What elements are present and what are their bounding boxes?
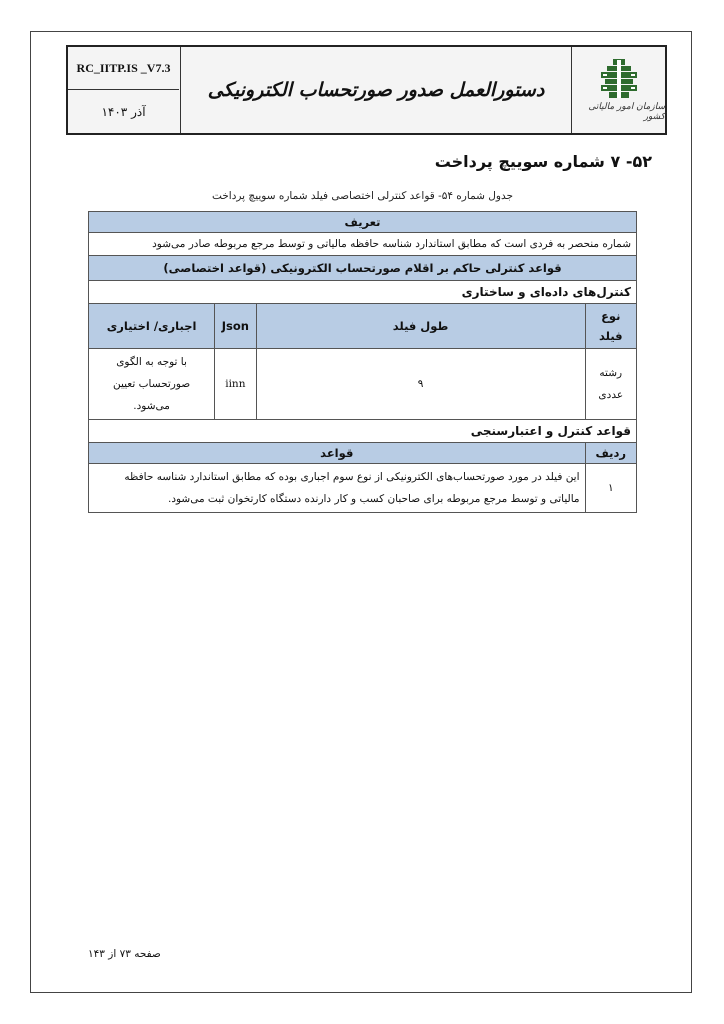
col-field-length: طول فیلد: [256, 304, 585, 349]
col-rules: قواعد: [89, 443, 586, 464]
rule-index: ۱: [585, 464, 636, 513]
rule-text: این فیلد در مورد صورتحساب‌های الکترونیکی از نوع سوم اجباری بوده که مطابق استاندارد شناسه حافظه مالیاتی و توسط مرجع مربوطه برای صاحبان کسب و کار دارنده دستگاه کارتخوان ثبت می‌شود.: [89, 464, 586, 513]
document-code: RC_IITP.IS _V7.3: [68, 47, 179, 90]
organization-logo-icon: [597, 58, 641, 100]
document-header: [66, 45, 667, 135]
col-index: ردیف: [585, 443, 636, 464]
definition-text-row: [89, 233, 637, 256]
organization-caption: سازمان امور مالیاتی کشور: [588, 102, 665, 122]
cell-json: iinn: [215, 349, 256, 420]
cell-field-length: ۹: [256, 349, 585, 420]
col-json: Json: [215, 304, 256, 349]
organization-logo-cell: [571, 47, 665, 133]
definition-text: شماره منحصر به فردی است که مطابق استاندارد شناسه حافظه مالیاتی و توسط مرجع مربوطه صادر می‌شود: [89, 233, 637, 256]
definition-header-row: [89, 212, 637, 233]
validation-label-row: [89, 420, 637, 443]
column-header-row: [89, 304, 637, 349]
cell-required: با توجه به الگوی صورتحساب تعیین می‌شود.: [89, 349, 215, 420]
section-heading: ۵۲- ۷ شماره سوییچ پرداخت: [434, 152, 652, 171]
validation-label: قواعد کنترل و اعتبارسنجی: [89, 420, 637, 443]
header-meta: [68, 47, 181, 133]
cell-field-type: رشته عددی: [585, 349, 636, 420]
rules-band-row: [89, 256, 637, 281]
field-rules-table: [88, 211, 637, 513]
definition-label: تعریف: [89, 212, 637, 233]
rules-band: قواعد کنترلی حاکم بر اقلام صورتحساب الکترونیکی (قواعد اختصاصی): [89, 256, 637, 281]
document-title: دستورالعمل صدور صورتحساب الکترونیکی: [207, 79, 545, 101]
data-controls-label: کنترل‌های داده‌ای و ساختاری: [89, 281, 637, 304]
page-number: صفحه ۷۳ از ۱۴۳: [88, 948, 161, 960]
col-field-type: نوع فیلد: [585, 304, 636, 349]
document-date: آذر ۱۴۰۳: [101, 105, 146, 119]
field-spec-row: [89, 349, 637, 420]
table-caption: جدول شماره ۵۴- قواعد کنترلی اختصاصی فیلد شماره سوییچ پرداخت: [211, 190, 513, 202]
table-row: [89, 464, 637, 513]
col-required: اجباری/ اختیاری: [89, 304, 215, 349]
data-controls-row: [89, 281, 637, 304]
rules-header-row: [89, 443, 637, 464]
